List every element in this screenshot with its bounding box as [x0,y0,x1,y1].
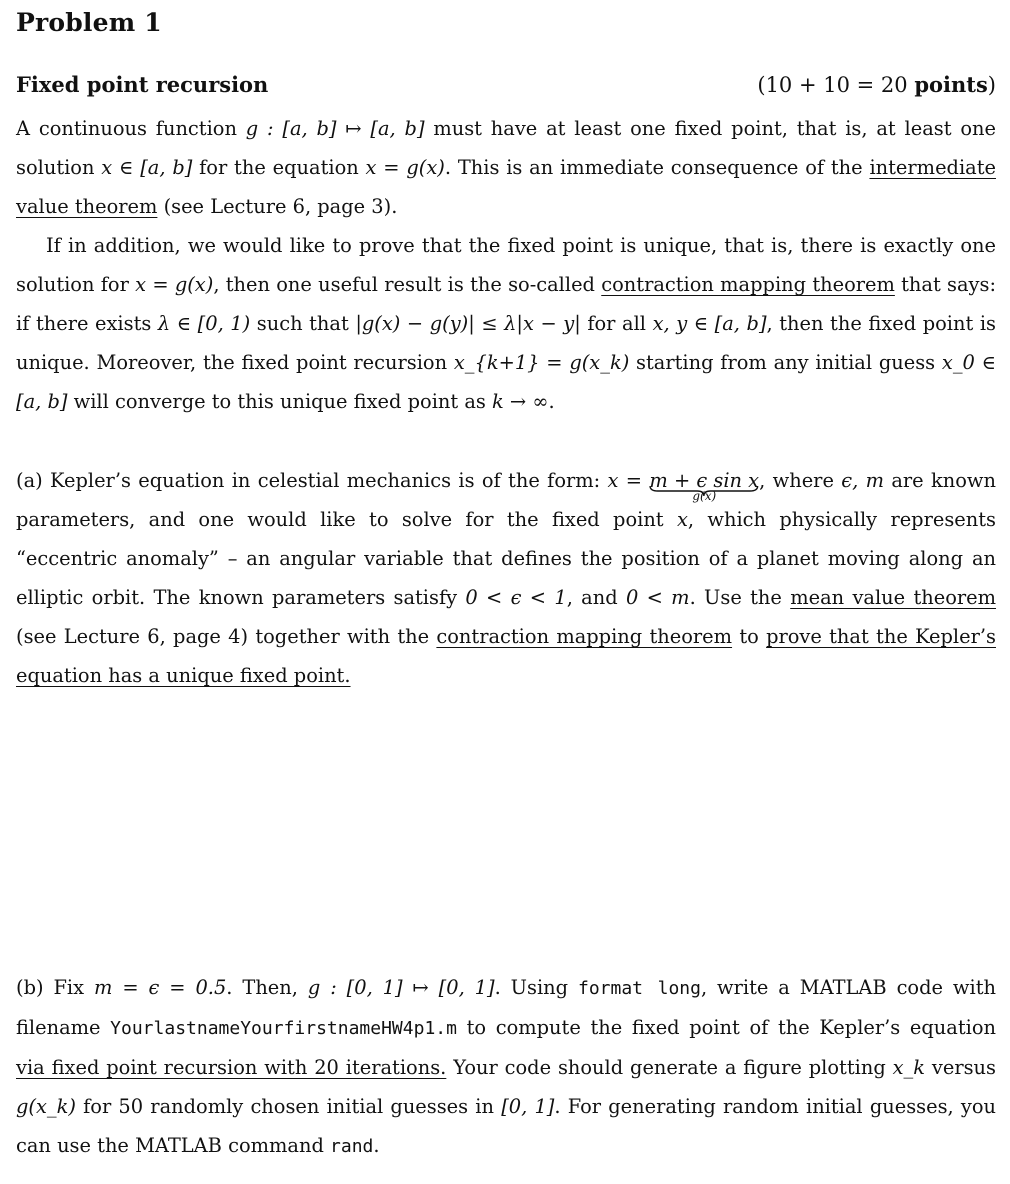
intro-paragraph-2 [16,226,996,421]
text-run: for the equation [192,156,366,179]
text-run: starting from any initial guess [629,351,942,374]
text-run: (a) Kepler’s equation in celestial mechanics is of the form: [16,469,608,492]
points-word: points [914,72,988,97]
text-run: , where [759,469,842,492]
part-b-paragraph [16,968,996,1166]
text-run: will converge to this unique fixed point as [67,390,493,413]
math-gxk: g(x_k) [16,1095,76,1118]
underbrace-label: g(x) [692,489,717,503]
text-run: . Use the [689,586,791,609]
code-format-long: format long [577,978,701,999]
section-header [16,72,996,97]
points-close: ) [987,73,996,97]
math-fix-params: m = ϵ = 0.5 [94,976,227,999]
text-run: for all [580,312,653,335]
text-run: Your code should generate a figure plotting [446,1056,893,1079]
text-run: If in addition, we would like to prove that the fixed point is unique, that is, there is exactly one solution for [16,234,996,296]
math-x: x [676,508,688,531]
text-run: , write a MATLAB code with filename [16,976,997,1039]
math-map: g : [a, b] ↦ [a, b] [245,117,425,140]
ivt-reference: intermediate value theorem [16,156,996,218]
code-rand: rand [330,1136,374,1157]
math-recursion: x_{k+1} = g(x_k) [453,351,630,374]
math-xy: x, y ∈ [a, b] [652,312,767,335]
mvt-reference: mean value theorem [790,586,997,609]
math-unit-interval: [0, 1] [501,1095,555,1118]
math-g-definition: m + ϵ sin x [649,469,760,492]
cmt-reference: contraction mapping theorem [601,273,895,296]
text-run: . This is an immediate consequence of the [444,156,870,179]
math-k-limit: k → ∞ [492,390,549,413]
underbrace-group [649,461,760,503]
text-run: . [373,1134,380,1157]
part-a-first-line [16,461,997,687]
math-x-in-interval: x ∈ [a, b] [101,156,193,179]
math-map: g : [0, 1] ↦ [0, 1] [307,976,495,999]
section-heading: Fixed point recursion [16,72,269,97]
part-a-paragraph [16,461,997,687]
task-b-method: via fixed point recursion with 20 iterations. [16,1056,447,1079]
text-run: , then the fixed point is unique. Moreover, the fixed point recursion [16,312,996,374]
text-run: . [548,390,555,413]
cmt-reference: contraction mapping theorem [436,625,733,648]
text-run: must have at least one fixed point, that is, at least one solution [16,117,996,179]
task-a-statement: prove that the Kepler’s equation has a unique fixed point. [16,625,996,687]
text-run: , then one useful result is the so-called [213,273,602,296]
text-run: . Then, [226,976,308,999]
text-run: that says: if there exists [16,273,996,335]
points-label [757,72,996,97]
text-run: for 50 randomly chosen initial guesses in [75,1095,502,1118]
math-lipschitz: |g(x) − g(y)| ≤ λ|x − y| [355,312,581,335]
math-fixed-point-eq: x = g(x) [365,156,445,179]
intro-paragraph-1 [16,109,996,226]
text-run: to compute the fixed point of the Kepler’s equation [456,1016,996,1039]
math-fixed-point-eq: x = g(x) [135,273,214,296]
text-run: A continuous function [16,117,246,140]
math-lambda: λ ∈ [0, 1) [157,312,251,335]
math-params: ϵ, m [841,469,885,492]
text-run: to [732,625,767,648]
problem-title: Problem 1 [16,8,162,37]
code-filename: YourlastnameYourfirstnameHW4p1.m [110,1018,457,1039]
points-expression: (10 + 10 = 20 [757,73,908,97]
math-m-range: 0 < m [625,586,690,609]
math-eps-range: 0 < ϵ < 1 [465,586,567,609]
text-run: (b) Fix [16,976,94,999]
text-run: versus [925,1056,996,1079]
text-run: . For generating random initial guesses, you can use the MATLAB command [16,1095,996,1157]
text-run: (see Lecture 6, page 4) together with the [16,625,437,648]
text-run: , and [566,586,626,609]
text-run: are known parameters, and one would like to solve for the fixed point [16,469,996,531]
text-run: . Using [494,976,578,999]
text-run: , which physically represents “eccentric anomaly” – an angular variable that defines the position of a planet moving along an elliptic orbit. The known parameters satisfy [16,508,996,609]
text-run: such that [250,312,356,335]
math-x0: x_0 ∈ [a, b] [16,351,996,413]
text-run: (see Lecture 6, page 3). [157,195,398,218]
math-xk: x_k [892,1056,926,1079]
math-lhs: x = [607,469,650,492]
